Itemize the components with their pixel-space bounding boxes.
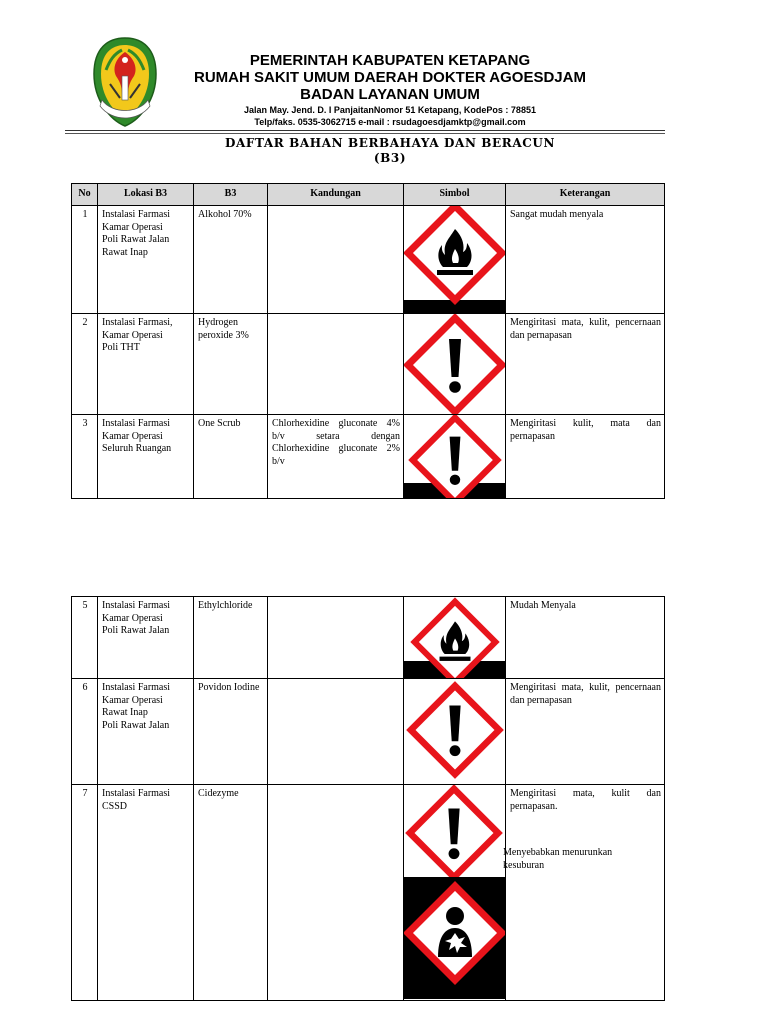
table-row xyxy=(72,415,665,499)
row-number: 2 xyxy=(72,314,98,415)
row-number: 3 xyxy=(72,415,98,499)
hospital-unit: BADAN LAYANAN UMUM xyxy=(300,86,480,103)
symbol-cell xyxy=(404,679,506,785)
b3-name: Cidezyme xyxy=(194,785,268,1001)
header-divider xyxy=(65,130,665,131)
table-row xyxy=(72,785,665,1001)
hospital-contact: Telp/faks. 0535-3062715 e-mail : rsudagoesdjamktp@gmail.com xyxy=(254,117,526,127)
letterhead xyxy=(0,0,768,135)
column-header: No xyxy=(72,184,98,206)
location-cell xyxy=(98,597,194,679)
row-number: 7 xyxy=(72,785,98,1001)
column-header: B3 xyxy=(194,184,268,206)
description-note: Menyebabkan menurunkan kesuburan xyxy=(503,847,613,871)
description-cell: Mengiritasi mata, kulit, pencernaan dan pernapasan xyxy=(506,679,665,785)
description-cell: Sangat mudah menyala xyxy=(506,206,665,314)
b3-name: Ethylchloride xyxy=(194,597,268,679)
location-cell xyxy=(98,679,194,785)
location-line: Poli THT xyxy=(102,342,140,353)
row-number: 6 xyxy=(72,679,98,785)
description-cell xyxy=(503,785,665,1001)
b3-table-continued xyxy=(71,596,665,1001)
location-line: Instalasi Farmasi xyxy=(102,788,171,799)
location-cell xyxy=(98,206,194,314)
content-cell xyxy=(268,206,404,314)
column-header: Simbol xyxy=(404,184,506,206)
row-number: 1 xyxy=(72,206,98,314)
location-cell xyxy=(98,415,194,499)
location-cell xyxy=(98,314,194,415)
location-line: Rawat Inap xyxy=(102,707,148,718)
location-line: Instalasi Farmasi xyxy=(102,418,171,429)
location-line: Poli Rawat Jalan xyxy=(102,719,170,731)
exclamation-icon xyxy=(404,314,505,414)
document-title-line2: (B3) xyxy=(373,151,407,165)
location-line: Seluruh Ruangan xyxy=(102,443,172,454)
document-title xyxy=(200,136,580,166)
location-line: Poli Rawat Jalan xyxy=(102,234,170,245)
symbol-cell xyxy=(404,415,506,499)
b3-name: One Scrub xyxy=(194,415,268,499)
header-divider-thin xyxy=(65,133,665,134)
location-line: Kamar Operasi xyxy=(102,694,163,706)
content-cell xyxy=(268,785,404,1001)
description-text: Mengiritasi mata, kulit dan pernapasan. xyxy=(510,788,661,812)
table-row xyxy=(72,679,665,785)
location-line: Instalasi Farmasi xyxy=(102,209,171,220)
table-row xyxy=(72,314,665,415)
location-line: Poli Rawat Jalan xyxy=(102,625,170,636)
b3-table xyxy=(71,183,665,499)
row-number: 5 xyxy=(72,597,98,679)
content-cell xyxy=(268,597,404,679)
column-header: Lokasi B3 xyxy=(98,184,194,206)
exclamation-icon xyxy=(404,785,505,877)
location-line: CSSD xyxy=(102,800,128,812)
symbol-cell xyxy=(404,597,506,679)
content-cell xyxy=(268,314,404,415)
flame-icon xyxy=(404,206,505,313)
document-title-line1: DAFTAR BAHAN BERBAHAYA DAN BERACUN xyxy=(224,136,556,150)
location-line: Instalasi Farmasi xyxy=(102,682,171,693)
description-cell: Mengiritasi kulit, mata dan pernapasan xyxy=(506,415,665,499)
b3-name: Alkohol 70% xyxy=(194,206,268,314)
description-cell: Mudah Menyala xyxy=(506,597,665,679)
column-header: Keterangan xyxy=(506,184,665,206)
description-cell: Mengiritasi mata, kulit, pencernaan dan pernapasan xyxy=(506,314,665,415)
government-name: PEMERINTAH KABUPATEN KETAPANG xyxy=(249,52,531,69)
exclamation-icon xyxy=(404,679,505,784)
location-cell xyxy=(98,785,194,1001)
content-cell: Chlorhexidine gluconate 4% b/v setara dengan Chlorhexidine gluconate 2% b/v xyxy=(268,415,404,499)
table-header-row xyxy=(72,184,665,206)
flame-icon xyxy=(404,597,505,678)
table-row xyxy=(72,597,665,679)
symbol-cell xyxy=(404,206,506,314)
table-row xyxy=(72,206,665,314)
exclamation-icon xyxy=(404,415,505,498)
location-line: Kamar Operasi xyxy=(102,430,163,442)
location-line: Rawat Inap xyxy=(102,246,148,258)
letterhead-text xyxy=(185,52,595,128)
content-cell xyxy=(268,679,404,785)
location-line: Kamar Operasi xyxy=(102,221,163,233)
location-line: Kamar Operasi xyxy=(102,612,163,624)
hospital-logo xyxy=(92,36,158,128)
health-hazard-icon xyxy=(404,877,505,999)
b3-name: Povidon Iodine xyxy=(194,679,268,785)
hospital-address: Jalan May. Jend. D. I PanjaitanNomor 51 Ketapang, KodePos : 78851 xyxy=(244,105,536,115)
symbol-cell xyxy=(404,785,506,1001)
column-header: Kandungan xyxy=(268,184,404,206)
b3-name: Hydrogen peroxide 3% xyxy=(194,314,268,415)
location-line: Instalasi Farmasi xyxy=(102,600,171,611)
symbol-cell xyxy=(404,314,506,415)
location-line: Kamar Operasi xyxy=(102,329,163,341)
location-line: Instalasi Farmasi, xyxy=(102,317,173,328)
hospital-name: RUMAH SAKIT UMUM DAERAH DOKTER AGOESDJAM xyxy=(194,69,586,86)
